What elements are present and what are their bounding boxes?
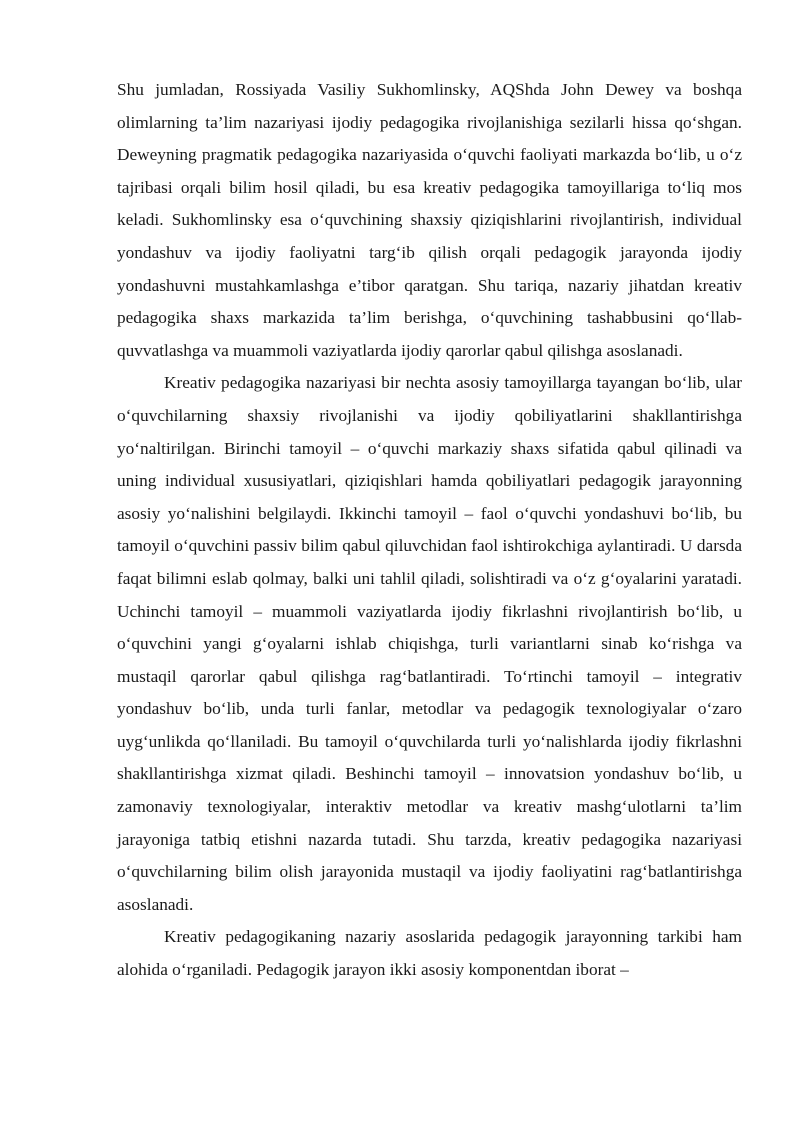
paragraph-2: Kreativ pedagogika nazariyasi bir nechta asosiy tamoyillarga tayangan bo‘lib, ular o‘quvchilarning shaxsiy rivojlanishi va ijodiy qobiliyatlarini shakllantirishga yo‘naltirilgan. Birinchi tamoyil – o‘quvchi markaziy shaxs sifatida qabul qilinadi va uning individual xususiyatlari, qiziqishlari hamda qobiliyatlari pedagogik jarayonning asosiy yo‘nalishini belgilaydi. Ikkinchi tamoyil – faol o‘quvchi yondashuvi bo‘lib, bu tamoyil o‘quvchini passiv bilim qabul qiluvchidan faol ishtirokchiga aylantiradi. U darsda faqat bilimni eslab qolmay, balki uni tahlil qiladi, solishtiradi va o‘z g‘oyalarini yaratadi. Uchinchi tamoyil – muammoli vaziyatlarda ijodiy fikrlashni rivojlantirish bo‘lib, u o‘quvchini yangi g‘oyalarni ishlab chiqishga, turli variantlarni sinab ko‘rishga va mustaqil qarorlar qabul qilishga rag‘batlantiradi. To‘rtinchi tamoyil – integrativ yondashuv bo‘lib, unda turli fanlar, metodlar va pedagogik texnologiyalar o‘zaro uyg‘unlikda qo‘llaniladi. Bu tamoyil o‘quvchilarda turli yo‘nalishlarda ijodiy fikrlashni shakllantirishga xizmat qiladi. Beshinchi tamoyil – innovatsion yondashuv bo‘lib, u zamonaviy texnologiyalar, interaktiv metodlar va kreativ mashg‘ulotlarni ta’lim jarayoniga tatbiq etishni nazarda tutadi. Shu tarzda, kreativ pedagogika nazariyasi o‘quvchilarning bilim olish jarayonida mustaqil va ijodiy faoliyatini rag‘batlantirishga asoslanadi. [117, 373, 742, 914]
document-page [117, 74, 742, 987]
paragraph-1: Shu jumladan, Rossiyada Vasiliy Sukhomlinsky, AQShda John Dewey va boshqa olimlarning ta’lim nazariyasi ijodiy pedagogika rivojlanishiga sezilarli hissa qo‘shgan. Deweyning pragmatik pedagogika nazariyasida o‘quvchi faoliyati markazda bo‘lib, u o‘z tajribasi orqali bilim hosil qiladi, bu esa kreativ pedagogika tamoyillariga to‘liq mos keladi. Sukhomlinsky esa o‘quvchining shaxsiy qiziqishlarini rivojlantirish, individual yondashuv va ijodiy faoliyatni targ‘ib qilish orqali pedagogik jarayonda ijodiy yondashuvni mustahkamlashga e’tibor qaratgan. Shu tariqa, nazariy jihatdan kreativ pedagogika shaxs markazida ta’lim berishga, o‘quvchining tashabbusini qo‘llab-quvvatlashga va muammoli vaziyatlarda ijodiy qarorlar qabul qilishga asoslanadi. [117, 80, 742, 360]
paragraph-3: Kreativ pedagogikaning nazariy asoslarida pedagogik jarayonning tarkibi ham alohida o‘rganiladi. Pedagogik jarayon ikki asosiy komponentdan iborat – [117, 927, 742, 980]
